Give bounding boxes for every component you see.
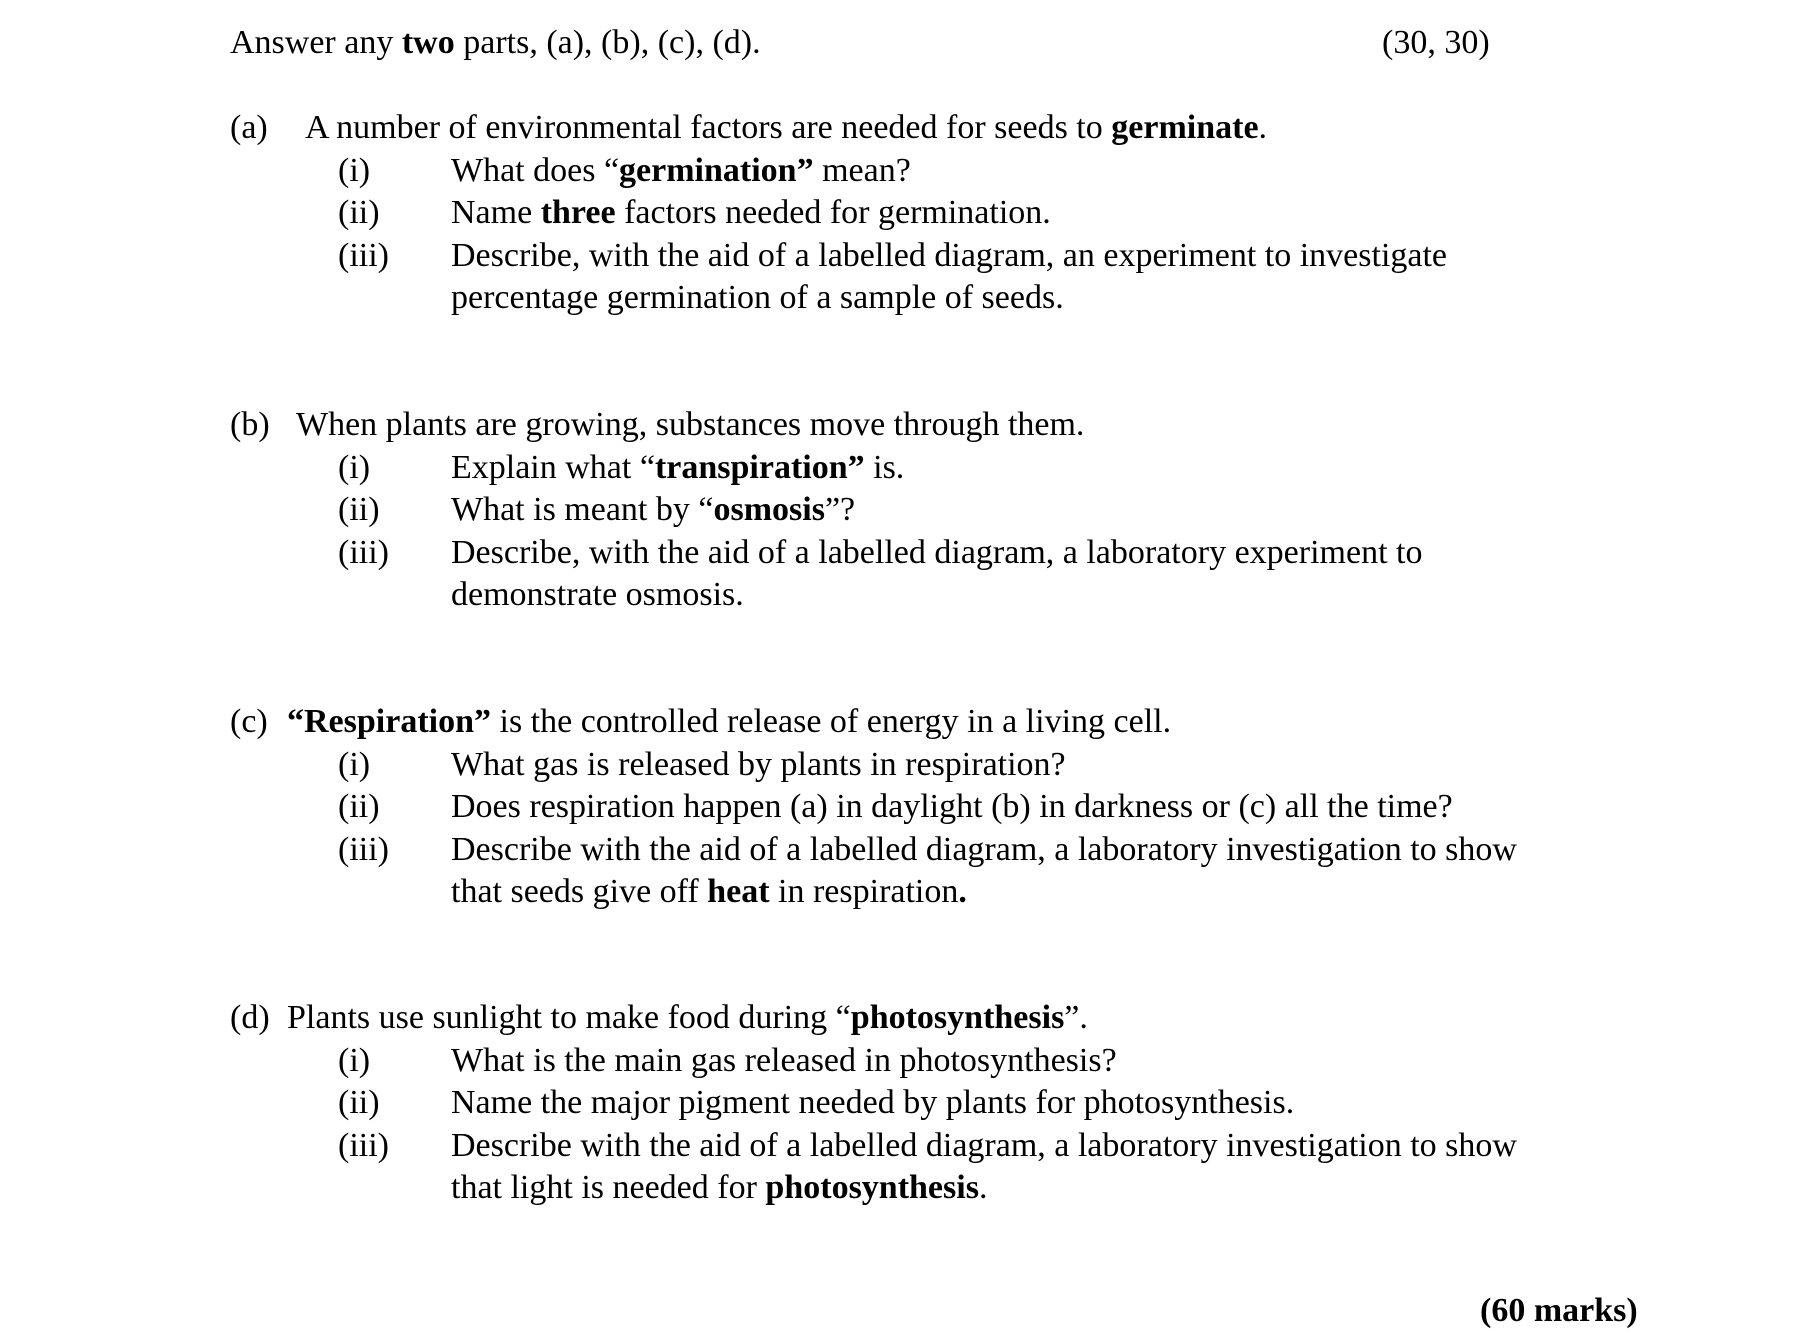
text: demonstrate osmosis. xyxy=(451,576,744,613)
part-stem xyxy=(296,404,1084,446)
text: Describe, with the aid of a labelled diagram, a laboratory experiment to xyxy=(451,533,1423,571)
sub-question-text xyxy=(451,532,1422,574)
bold-text: two xyxy=(401,24,455,61)
sub-question-text xyxy=(451,1040,1117,1082)
sub-question-text xyxy=(451,574,744,616)
text: What does “ xyxy=(451,151,620,189)
sub-question-text xyxy=(451,871,967,913)
bold-text: three xyxy=(540,194,616,231)
sub-question-label: (iii) xyxy=(338,533,389,571)
total-marks: (60 marks) xyxy=(1480,1292,1638,1329)
part-label: (b) xyxy=(230,406,270,443)
sub-question-label: (i) xyxy=(338,151,371,189)
bold-text: germination” xyxy=(619,151,814,189)
bold-text: photosynthesis xyxy=(850,999,1065,1036)
text: ”? xyxy=(824,491,856,528)
text: Name the major pigment needed by plants for photosynthesis. xyxy=(451,1084,1295,1121)
sub-question-text xyxy=(451,489,855,531)
text: Name xyxy=(451,194,541,231)
part-label: (a) xyxy=(230,109,268,146)
text: A number of environmental factors are needed for seeds to xyxy=(305,109,1112,146)
text: that seeds give off xyxy=(451,873,708,910)
text: in respiration xyxy=(769,873,959,910)
text: percentage germination of a sample of seeds. xyxy=(451,279,1064,316)
sub-question-label: (i) xyxy=(338,745,371,783)
marks-split: (30, 30) xyxy=(1382,24,1490,61)
sub-question-text xyxy=(451,1082,1294,1124)
sub-question-label: (iii) xyxy=(338,236,389,274)
text: Plants use sunlight to make food during “ xyxy=(287,999,851,1036)
bold-text: photosynthesis xyxy=(765,1169,979,1206)
sub-question-label: (i) xyxy=(338,1041,371,1079)
bold-text: . xyxy=(958,873,967,910)
sub-question-label: (ii) xyxy=(338,194,380,231)
sub-question-text xyxy=(451,447,904,489)
text: . xyxy=(1258,109,1268,146)
instruction-line xyxy=(230,22,761,64)
text: factors needed for germination. xyxy=(615,194,1051,231)
text: . xyxy=(978,1169,988,1206)
text: Describe with the aid of a labelled diagram, a laboratory investigation to show xyxy=(451,1126,1517,1164)
text: that light is needed for xyxy=(451,1169,766,1206)
sub-question-label: (iii) xyxy=(338,1126,389,1164)
sub-question-label: (i) xyxy=(338,448,371,486)
text: When plants are growing, substances move through them. xyxy=(296,406,1085,443)
text: parts, (a), (b), (c), (d). xyxy=(454,24,761,61)
sub-question-label: (iii) xyxy=(338,830,389,868)
part-stem xyxy=(305,107,1267,149)
text: What gas is released by plants in respiration? xyxy=(451,745,1066,783)
bold-text: germinate xyxy=(1111,109,1259,146)
part-stem xyxy=(287,997,1088,1039)
sub-question-text xyxy=(451,235,1447,277)
sub-question-text xyxy=(451,744,1066,786)
text: mean? xyxy=(813,151,911,189)
bold-text: “Respiration” xyxy=(287,703,491,740)
part-label: (d) xyxy=(230,999,270,1036)
bold-text: heat xyxy=(707,873,770,910)
bold-text: osmosis xyxy=(713,491,825,528)
text: Does respiration happen (a) in daylight (b) in darkness or (c) all the time? xyxy=(451,788,1453,825)
text: What is meant by “ xyxy=(451,491,714,528)
sub-question-text xyxy=(451,277,1064,319)
sub-question-text xyxy=(451,829,1517,871)
sub-question-text xyxy=(451,150,911,192)
part-label: (c) xyxy=(230,703,268,740)
text: ”. xyxy=(1064,999,1088,1036)
sub-question-text xyxy=(451,786,1453,828)
sub-question-text xyxy=(451,1125,1517,1167)
text: Answer any xyxy=(230,24,402,61)
sub-question-label: (ii) xyxy=(338,491,380,528)
text: Describe, with the aid of a labelled diagram, an experiment to investigate xyxy=(451,236,1448,274)
text: Explain what “ xyxy=(451,448,655,486)
text: is. xyxy=(864,448,905,486)
sub-question-label: (ii) xyxy=(338,1084,380,1121)
text: Describe with the aid of a labelled diagram, a laboratory investigation to show xyxy=(451,830,1517,868)
text: What is the main gas released in photosynthesis? xyxy=(451,1041,1117,1079)
sub-question-text xyxy=(451,192,1051,234)
sub-question-label: (ii) xyxy=(338,788,380,825)
text: is the controlled release of energy in a living cell. xyxy=(491,703,1172,740)
part-stem xyxy=(287,701,1171,743)
bold-text: transpiration” xyxy=(654,448,865,486)
sub-question-text xyxy=(451,1167,987,1209)
